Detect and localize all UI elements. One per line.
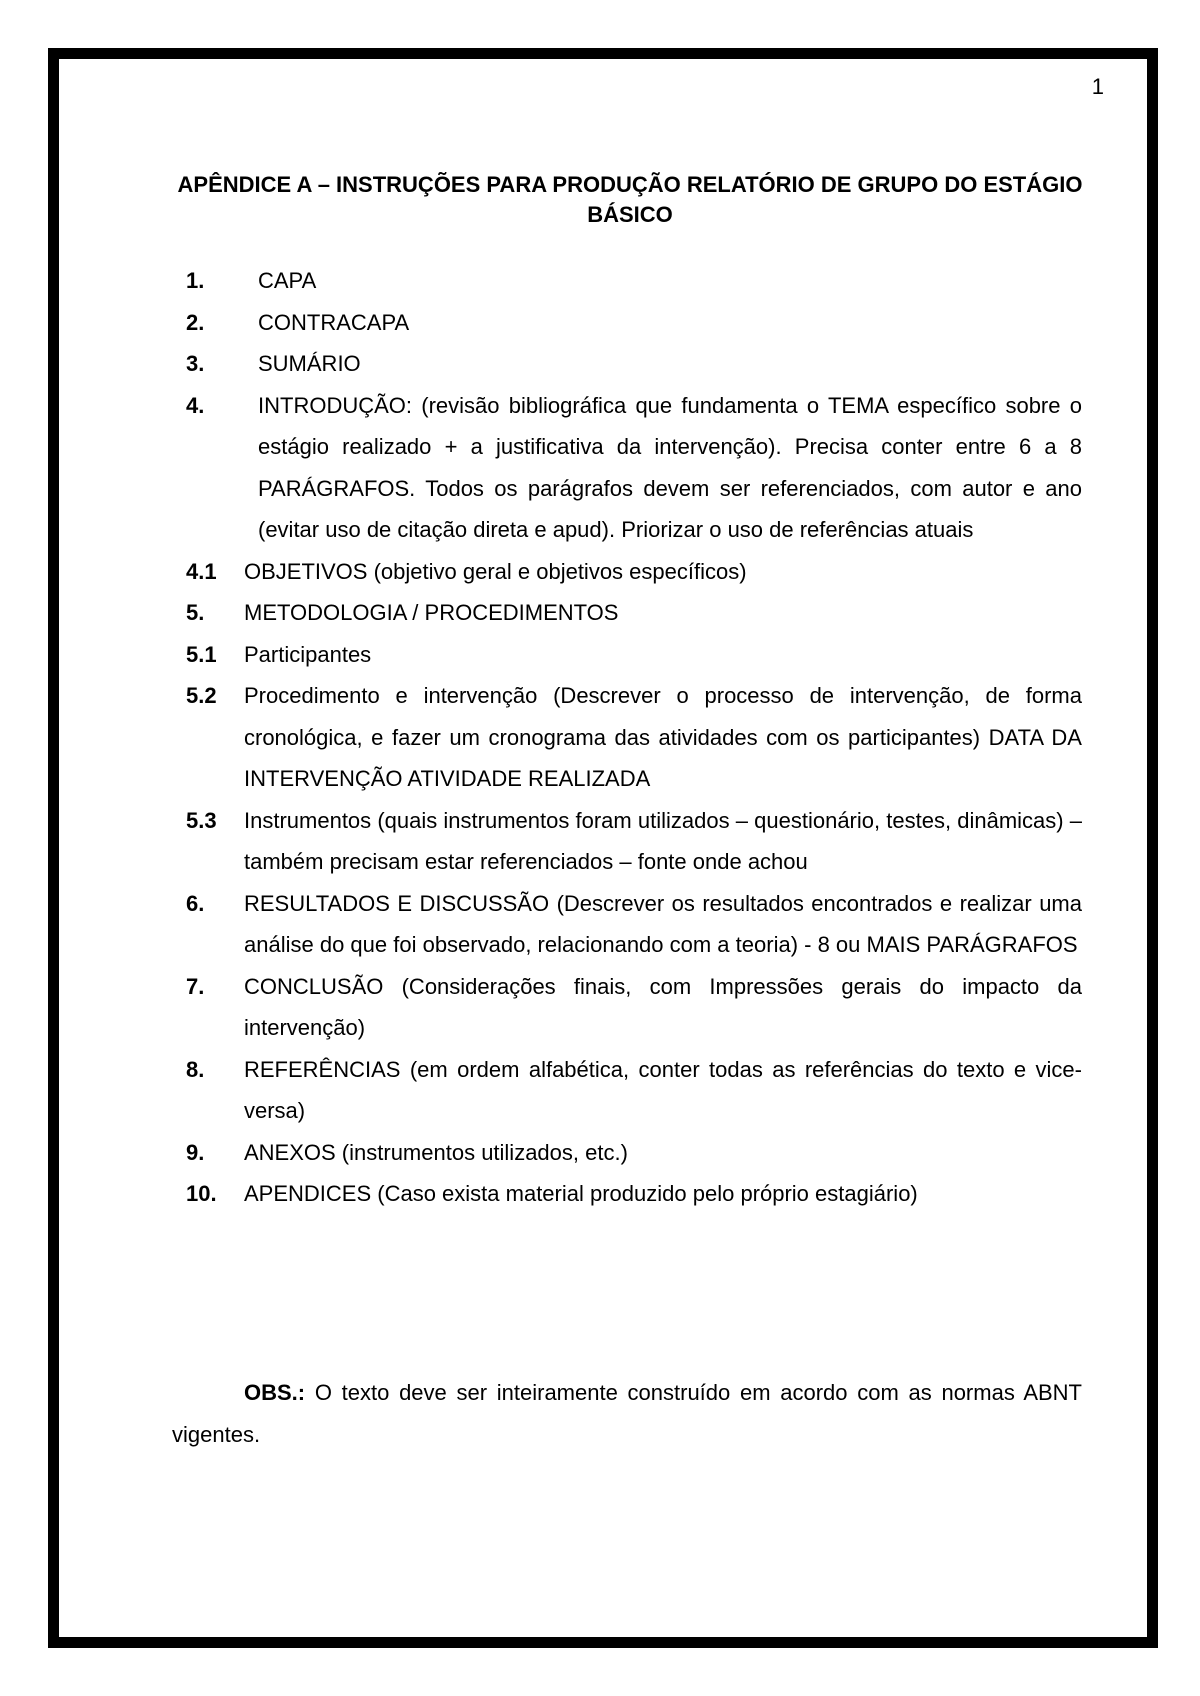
observation-note — [172, 1372, 1082, 1455]
item-number: 3. — [186, 351, 205, 376]
item-text: CONCLUSÃO (Considerações finais, com Impressões gerais do impacto da intervenção) — [244, 973, 1082, 1040]
observation-label: OBS.: — [244, 1380, 306, 1405]
item-number: 1. — [186, 268, 205, 293]
item-text: APENDICES (Caso exista material produzido pelo próprio estagiário) — [244, 1181, 918, 1206]
list-item — [186, 592, 1082, 634]
item-text: INTRODUÇÃO: (revisão bibliográfica que fundamenta o TEMA específico sobre o estágio realizado + a justificativa da intervenção). Precisa conter entre 6 a 8 PARÁGRAFOS. Todos os parágrafos devem ser referenciados, com autor e ano (evitar uso de citação direta e apud). Priorizar o uso de referências atuais — [258, 392, 1082, 542]
item-text: Instrumentos (quais instrumentos foram utilizados – questionário, testes, dinâmicas) – também precisam estar referenciados – fonte onde achou — [244, 807, 1082, 874]
item-text: SUMÁRIO — [258, 351, 361, 376]
list-item — [186, 883, 1082, 966]
item-number: 5.3 — [186, 807, 217, 833]
list-item — [186, 260, 1082, 302]
list-item — [186, 1049, 1082, 1132]
item-text: METODOLOGIA / PROCEDIMENTOS — [244, 600, 619, 625]
item-text: OBJETIVOS (objetivo geral e objetivos específicos) — [244, 558, 747, 584]
item-number: 5.2 — [186, 683, 217, 708]
item-text: Procedimento e intervenção (Descrever o processo de intervenção, de forma cronológica, e fazer um cronograma das atividades com os participantes) DATA DA INTERVENÇÃO ATIVIDADE REALIZADA — [244, 683, 1082, 791]
item-text: RESULTADOS E DISCUSSÃO (Descrever os resultados encontrados e realizar uma análise do que foi observado, relacionando com a teoria) - 8 ou MAIS PARÁGRAFOS — [244, 890, 1082, 957]
item-number: 4.1 — [186, 558, 217, 584]
item-number: 9. — [186, 1139, 205, 1165]
list-item — [186, 675, 1082, 800]
list-item — [186, 966, 1082, 1049]
observation-text: O texto deve ser inteiramente construído em acordo com as normas ABNT vigentes. — [172, 1380, 1082, 1447]
item-text: CAPA — [258, 268, 317, 293]
list-item — [186, 1132, 1082, 1174]
list-item — [186, 634, 1082, 676]
list-item — [186, 800, 1082, 883]
list-item — [186, 302, 1082, 344]
document-title: APÊNDICE A – INSTRUÇÕES PARA PRODUÇÃO RELATÓRIO DE GRUPO DO ESTÁGIO BÁSICO — [177, 172, 1083, 227]
list-item — [186, 1173, 1082, 1215]
list-item — [186, 551, 1082, 593]
item-number: 5.1 — [186, 641, 217, 667]
item-number: 8. — [186, 1056, 205, 1082]
instructions-list — [186, 260, 1082, 1215]
item-number: 7. — [186, 973, 205, 999]
item-text: REFERÊNCIAS (em ordem alfabética, conter todas as referências do texto e vice-versa) — [244, 1056, 1082, 1123]
item-text: ANEXOS (instrumentos utilizados, etc.) — [244, 1139, 628, 1165]
item-number: 5. — [186, 600, 205, 625]
list-item — [186, 343, 1082, 385]
item-text: CONTRACAPA — [258, 309, 410, 335]
list-item — [186, 385, 1082, 551]
item-number: 2. — [186, 309, 205, 335]
item-number: 6. — [186, 890, 205, 916]
item-number: 4. — [186, 392, 205, 418]
item-text: Participantes — [244, 641, 372, 667]
item-number: 10. — [186, 1181, 217, 1206]
page-number: 1 — [1091, 74, 1104, 99]
